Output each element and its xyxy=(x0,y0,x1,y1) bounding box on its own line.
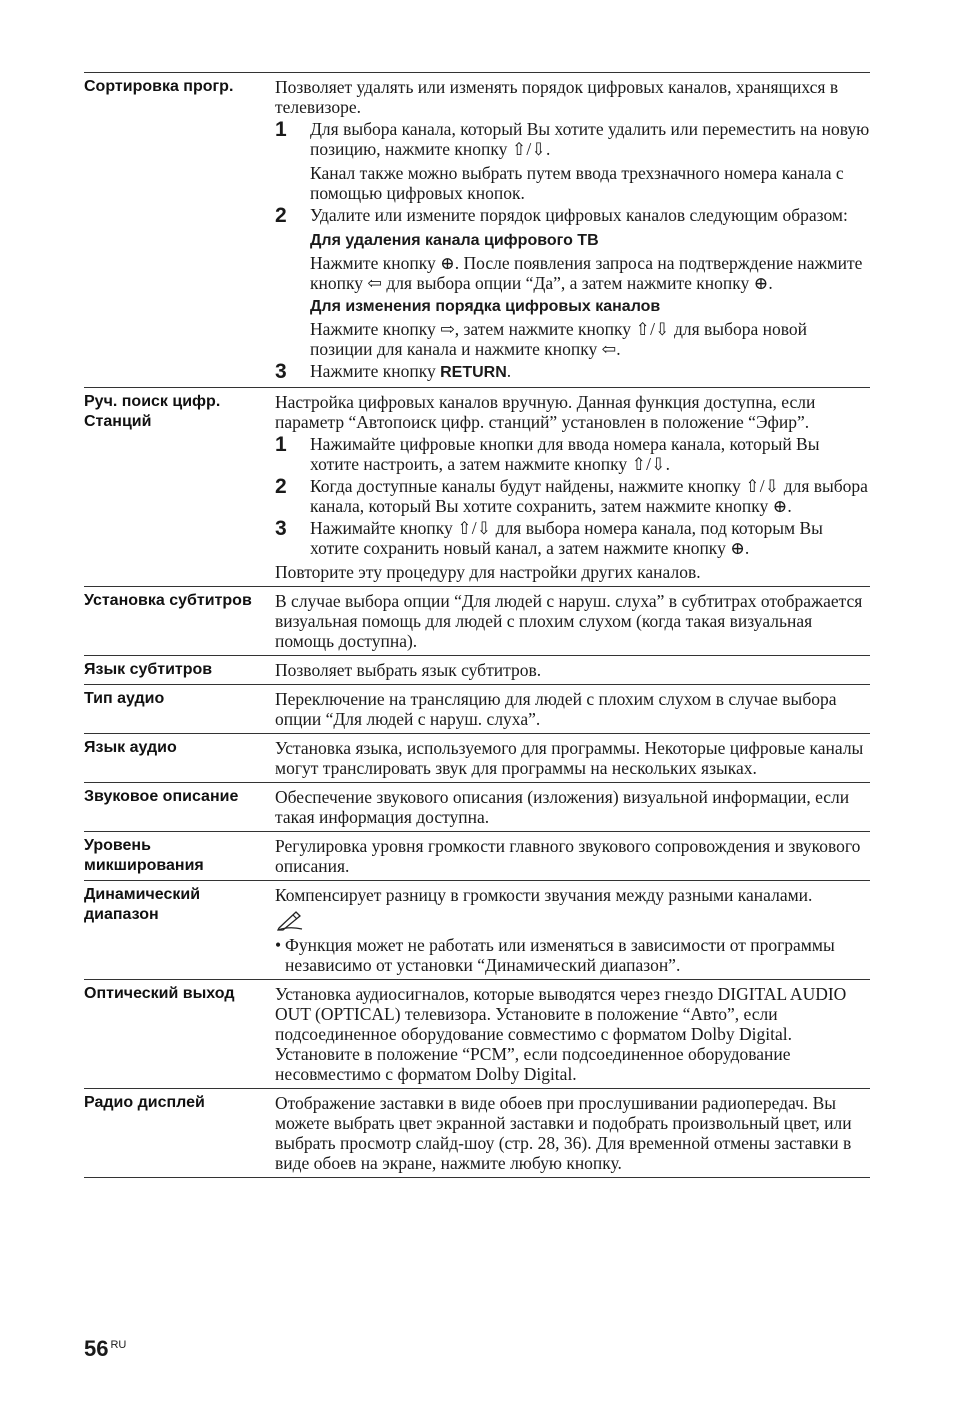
setting-description: Установка языка, используемого для программы. Некоторые цифровые каналы могут транслировать звук для программы на нескольких языках. xyxy=(275,738,864,778)
step-text: Нажимайте цифровые кнопки для ввода номера канала, который Вы хотите настроить, а затем нажмите кнопку ⇧/⇩. xyxy=(310,434,820,474)
step-text: Для выбора канала, который Вы хотите удалить или переместить на новую позицию, нажмите кнопку ⇧/⇩. xyxy=(310,119,870,159)
setting-term: Звуковое описание xyxy=(84,788,239,805)
step-number: 2 xyxy=(275,204,287,227)
step-note: Канал также можно выбрать путем ввода трехзначного номера канала с помощью цифровых кнопок. xyxy=(310,163,844,203)
table-row xyxy=(84,587,870,656)
setting-description: Отображение заставки в виде обоев при прослушивании радиопередач. Вы можете выбрать цвет экранной заставки и подобрать произвольный цвет, или выбрать просмотр слайд-шоу (стр. 28, 36). Для временной отмены заставки в виде обоев на экране, нажмите любую кнопку. xyxy=(275,1093,852,1173)
description-text: Компенсирует разницу в громкости звучания между разными каналами. xyxy=(275,885,813,905)
setting-term: Руч. поиск цифр. Станций xyxy=(84,393,221,430)
setting-description xyxy=(275,392,870,582)
settings-table xyxy=(84,72,870,1178)
step-text: Нажимайте кнопку ⇧/⇩ для выбора номера канала, под которым Вы хотите сохранить новый канал, а затем нажмите кнопку ⊕. xyxy=(310,518,823,558)
step-text-before: Нажмите кнопку xyxy=(310,361,441,381)
step-text xyxy=(310,361,870,383)
page-footer xyxy=(84,1336,126,1362)
bullet-dot-icon: • xyxy=(275,935,282,955)
setting-description: В случае выбора опции “Для людей с наруш. слуха” в субтитрах отображается визуальная помощь для людей с плохим слухом (когда такая визуальная помощь доступна). xyxy=(275,591,863,651)
step-text-after: . xyxy=(506,361,512,381)
intro-text: Позволяет удалять или изменять порядок цифровых каналов, хранящихся в телевизоре. xyxy=(275,77,839,117)
setting-description: Позволяет выбрать язык субтитров. xyxy=(275,660,542,680)
setting-term: Тип аудио xyxy=(84,690,165,707)
setting-description xyxy=(275,77,870,383)
subheading-reorder: Для изменения порядка цифровых каналов xyxy=(310,298,661,315)
step-item xyxy=(275,476,870,516)
table-row xyxy=(84,881,870,980)
setting-term: Установка субтитров xyxy=(84,592,252,609)
intro-text: Настройка цифровых каналов вручную. Данная функция доступна, если параметр “Автопоиск цифр. станций” установлен в положение “Эфир”. xyxy=(275,392,816,432)
bullet-text: Функция может не работать или изменяться в зависимости от программы независимо от установки “Динамический диапазон”. xyxy=(285,935,835,975)
subheading-delete: Для удаления канала цифрового ТВ xyxy=(310,232,599,249)
table-row xyxy=(84,1089,870,1178)
setting-description: Переключение на трансляцию для людей с плохим слухом в случае выбора опции “Для людей с наруш. слуха”. xyxy=(275,689,837,729)
step-item xyxy=(275,518,870,558)
step-item xyxy=(275,205,870,227)
setting-description: Регулировка уровня громкости главного звукового сопровождения и звукового описания. xyxy=(275,836,861,876)
table-row xyxy=(84,73,870,388)
setting-term: Язык субтитров xyxy=(84,661,213,678)
table-row xyxy=(84,980,870,1089)
step-item xyxy=(275,434,870,474)
setting-term: Уровень микширования xyxy=(84,837,204,874)
table-row xyxy=(84,783,870,832)
step-number: 1 xyxy=(275,433,287,456)
page-number: 56 xyxy=(84,1336,109,1361)
after-text: Повторите эту процедуру для настройки других каналов. xyxy=(275,562,701,582)
setting-description: Установка аудиосигналов, которые выводятся через гнездо DIGITAL AUDIO OUT (OPTICAL) телевизора. Установите в положение “Авто”, если подсоединенное оборудование совместимо с форматом Dolby Digital. Установите в положение “PCM”, если подсоединенное оборудование несовместимо с форматом Dolby Digital. xyxy=(275,984,847,1084)
page-language-suffix: RU xyxy=(110,1339,127,1351)
step-item xyxy=(275,119,870,159)
step-number: 1 xyxy=(275,118,287,141)
step-text: Когда доступные каналы будут найдены, нажмите кнопку ⇧/⇩ для выбора канала, который Вы хотите сохранить, затем нажмите кнопку ⊕. xyxy=(310,476,868,516)
setting-term: Язык аудио xyxy=(84,739,177,756)
setting-description xyxy=(275,885,870,975)
table-row xyxy=(84,388,870,587)
subtext-delete: Нажмите кнопку ⊕. После появления запроса на подтверждение нажмите кнопку ⇦ для выбора опции “Да”, а затем нажмите кнопку ⊕. xyxy=(310,253,863,293)
subtext-reorder: Нажмите кнопку ⇨, затем нажмите кнопку ⇧/⇩ для выбора новой позиции для канала и нажмите кнопку ⇦. xyxy=(310,319,807,359)
step-number: 3 xyxy=(275,360,287,383)
step-number: 3 xyxy=(275,517,287,540)
step-text: Удалите или измените порядок цифровых каналов следующим образом: xyxy=(310,205,848,225)
return-key-label: RETURN xyxy=(440,364,507,381)
table-row xyxy=(84,656,870,685)
table-row xyxy=(84,734,870,783)
step-number: 2 xyxy=(275,475,287,498)
note-bullet xyxy=(275,935,870,975)
setting-term: Оптический выход xyxy=(84,985,235,1002)
step-item xyxy=(275,361,870,383)
setting-description: Обеспечение звукового описания (изложения) визуальной информации, если такая информация доступна. xyxy=(275,787,850,827)
setting-term: Динамический диапазон xyxy=(84,886,201,923)
table-row xyxy=(84,832,870,881)
setting-term: Сортировка прогр. xyxy=(84,78,234,95)
setting-term: Радио дисплей xyxy=(84,1094,205,1111)
table-row xyxy=(84,685,870,734)
pencil-note-icon xyxy=(275,909,870,933)
